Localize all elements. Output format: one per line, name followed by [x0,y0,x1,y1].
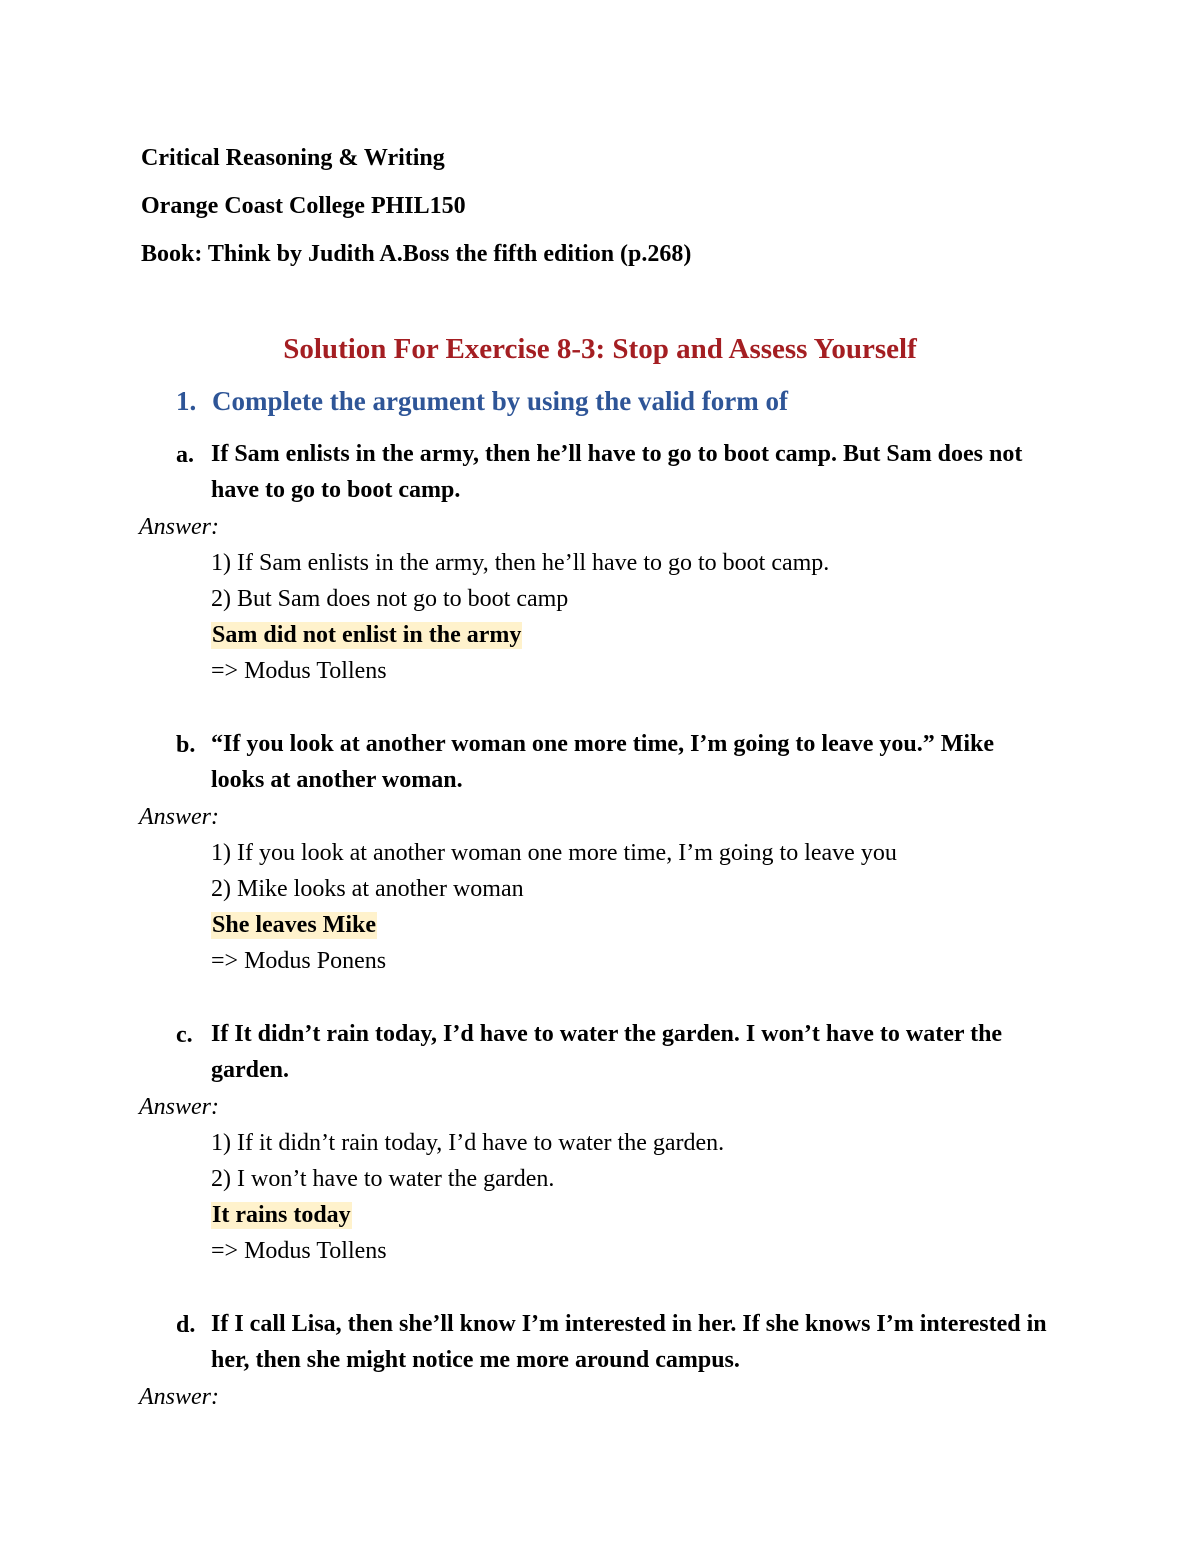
item-marker: a. [176,442,194,468]
question-number: 1. [176,386,197,416]
answer-label: Answer: [139,1094,219,1120]
item-question: If Sam enlists in the army, then he’ll have to go to boot camp. But Sam does not have to go to boot camp. [211,441,1023,503]
premise-2: 2) Mike looks at another woman [211,876,524,902]
premise-1: 1) If you look at another woman one more time, I’m going to leave you [211,840,897,866]
item-question: If I call Lisa, then she’ll know I’m interested in her. If she knows I’m interested in her, then she might notice me more around campus. [211,1311,1047,1373]
highlighted-conclusion: It rains today [212,1202,351,1228]
answer-label: Answer: [139,514,219,540]
highlighted-conclusion: Sam did not enlist in the army [212,622,522,648]
item-question: “If you look at another woman one more time, I’m going to leave you.” Mike looks at another woman. [211,731,995,793]
item-marker: d. [176,1312,196,1338]
premise-1: 1) If Sam enlists in the army, then he’ll have to go to boot camp. [211,550,830,576]
answer-label: Answer: [139,1384,219,1410]
premise-1: 1) If it didn’t rain today, I’d have to water the garden. [211,1130,725,1156]
answer-label: Answer: [139,804,219,830]
question-text: Complete the argument by using the valid form of [212,386,788,416]
argument-form: => Modus Tollens [211,658,387,684]
book-reference: Book: Think by Judith A.Boss the fifth edition (p.268) [141,241,692,267]
question-heading [176,386,788,417]
argument-form: => Modus Ponens [211,948,387,974]
college-course-code: Orange Coast College PHIL150 [141,193,466,219]
premise-2: 2) But Sam does not go to boot camp [211,586,569,612]
item-marker: c. [176,1022,193,1048]
course-name: Critical Reasoning & Writing [141,145,445,171]
item-question: If It didn’t rain today, I’d have to water the garden. I won’t have to water the garden. [211,1021,1003,1083]
page-title: Solution For Exercise 8-3: Stop and Assess Yourself [283,333,917,365]
premise-2: 2) I won’t have to water the garden. [211,1166,555,1192]
highlighted-conclusion: She leaves Mike [212,912,376,938]
item-marker: b. [176,732,196,758]
argument-form: => Modus Tollens [211,1238,387,1264]
